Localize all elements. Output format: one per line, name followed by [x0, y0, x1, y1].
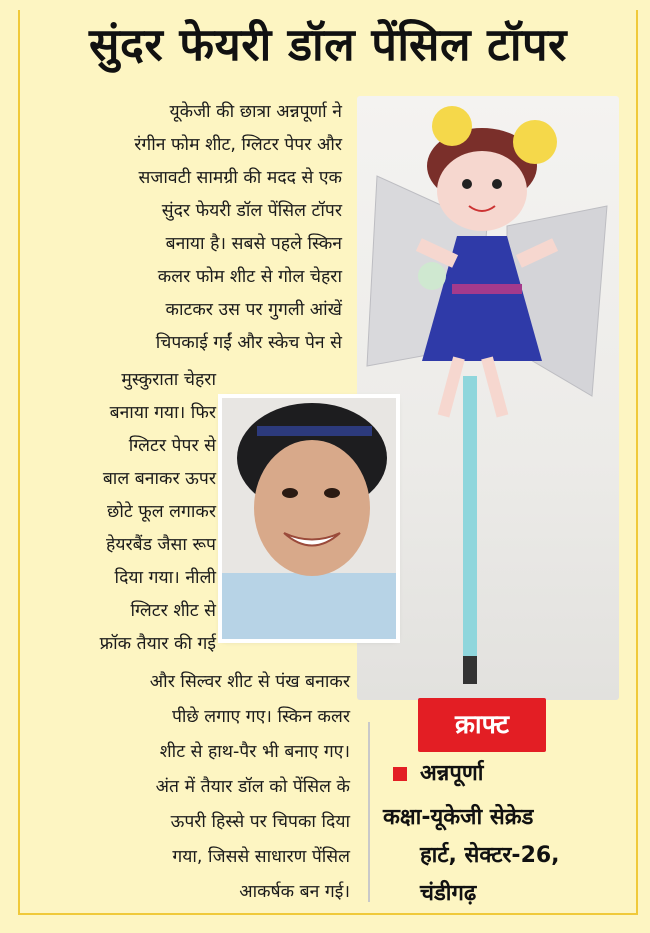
credit-school: हार्ट, सेक्टर-26, [420, 843, 560, 868]
body-line: सुंदर फेयरी डॉल पेंसिल टॉपर [161, 201, 342, 221]
body-line: कलर फोम शीट से गोल चेहरा [157, 267, 342, 287]
body-line: शीट से हाथ-पैर भी बनाए गए। [159, 742, 350, 762]
fairy-doll-photo [357, 96, 619, 700]
bottom-border [18, 913, 638, 915]
body-line: बनाया है। सबसे पहले स्किन [165, 234, 342, 254]
eye-right [324, 488, 340, 498]
headline: सुंदर फेयरी डॉल पेंसिल टॉपर [89, 18, 567, 71]
left-border [18, 10, 20, 915]
body-line: चिपकाई गईं और स्केच पेन से [155, 333, 342, 353]
body-line: बनाया गया। फिर [109, 403, 216, 423]
flower-left [432, 106, 472, 146]
fairy-doll-illustration [357, 96, 619, 700]
portrait-illustration [222, 398, 396, 639]
body-line: हेयरबैंड जैसा रूप [106, 535, 216, 555]
body-line: मुस्कुराता चेहरा [121, 370, 216, 390]
body-line: गया, जिससे साधारण पेंसिल [172, 847, 350, 867]
credit-name: अन्नपूर्णा [420, 761, 484, 786]
body-line: यूकेजी की छात्रा अन्नपूर्णा ने [169, 102, 342, 122]
bullet-square-icon [393, 767, 407, 781]
right-border [636, 10, 638, 915]
body-line: बाल बनाकर ऊपर [102, 469, 216, 489]
body-line: फ्रॉक तैयार की गई [99, 634, 216, 654]
body-line: दिया गया। नीली [114, 568, 216, 588]
face [437, 151, 527, 231]
body-line: ऊपरी हिस्से पर चिपका दिया [170, 812, 350, 832]
eye-right [492, 179, 502, 189]
body-line: ग्लिटर पेपर से [128, 436, 216, 456]
body-line: रंगीन फोम शीट, ग्लिटर पेपर और [134, 135, 342, 155]
body-line: आकर्षक बन गई। [239, 882, 350, 902]
student-portrait [222, 398, 396, 639]
hairband [257, 426, 372, 436]
craft-label-badge: क्राफ्ट [418, 698, 546, 752]
eye-left [462, 179, 472, 189]
eye-left [282, 488, 298, 498]
body-line: और सिल्वर शीट से पंख बनाकर [149, 672, 350, 692]
shirt [222, 573, 396, 639]
leg-right [481, 356, 508, 417]
body-line: काटकर उस पर गुगली आंखें [165, 300, 342, 320]
body-line: पीछे लगाए गए। स्किन कलर [171, 707, 350, 727]
body-line: अंत में तैयार डॉल को पेंसिल के [155, 777, 350, 797]
pencil-body [463, 376, 477, 676]
credit-city: चंडीगढ़ [420, 881, 477, 906]
frock-belt [452, 284, 522, 294]
pencil-end [463, 656, 477, 684]
credit-divider [368, 722, 370, 902]
body-line: ग्लिटर शीट से [130, 601, 216, 621]
credit-class: कक्षा-यूकेजी सेक्रेड [383, 805, 534, 830]
body-line: छोटे फूल लगाकर [107, 502, 216, 522]
leg-left [438, 356, 465, 417]
wand-ball [418, 262, 446, 290]
face-skin [254, 440, 370, 576]
body-line: सजावटी सामग्री की मदद से एक [138, 168, 342, 188]
flower-right [513, 120, 557, 164]
